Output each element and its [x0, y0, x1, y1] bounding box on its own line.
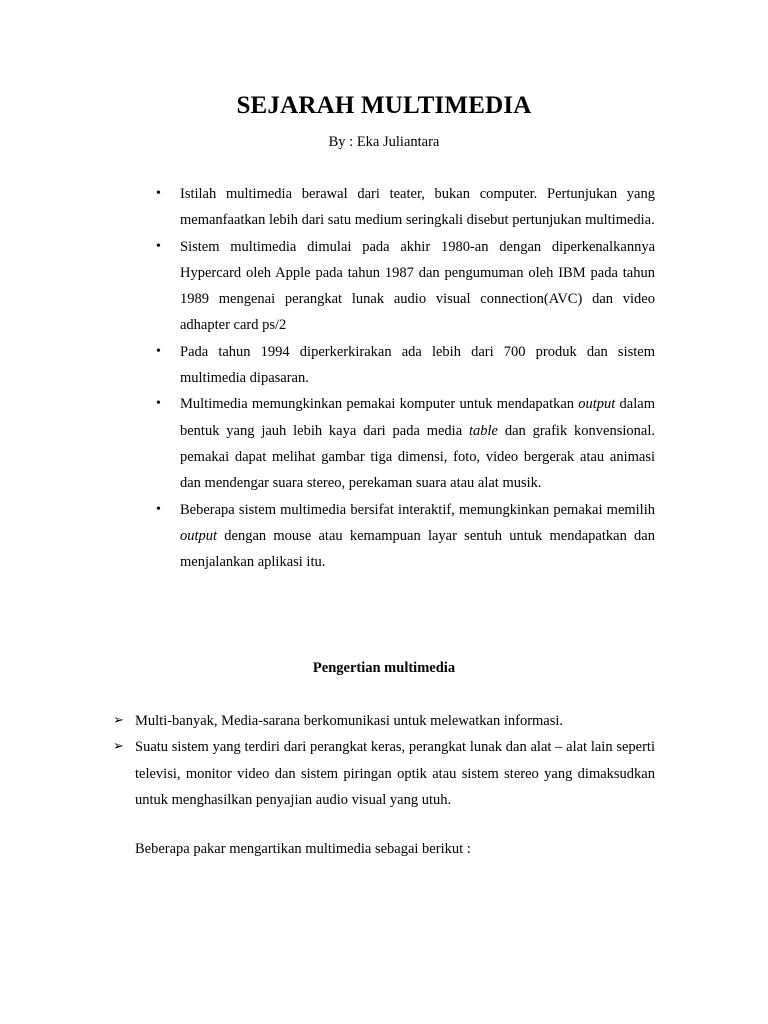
italic-term: table: [468, 422, 498, 439]
text-run: Sistem multimedia dimulai pada akhir 1980-an dengan diperkenalkannya Hypercard oleh Apple pada tahun 1987 dan pengumuman oleh IBM pada tahun 1989 mengenai perangkat lunak audio visual connection(AVC) dan video adhapter card ps/2: [180, 238, 655, 334]
list-item: [156, 181, 655, 234]
list-item: [113, 708, 655, 734]
history-bullet-list: [156, 181, 655, 575]
closing-text: Beberapa pakar mengartikan multimedia sebagai berikut :: [135, 841, 471, 857]
bullet-icon: •: [156, 501, 161, 517]
list-item-text: Multi-banyak, Media-sarana berkomunikasi untuk melewatkan informasi.: [135, 713, 564, 729]
bullet-icon: •: [156, 343, 161, 359]
list-item-text: [180, 234, 655, 339]
list-item-text: [180, 339, 655, 392]
definition-arrow-list: [113, 708, 655, 813]
list-item-text: Suatu sistem yang terdiri dari perangkat keras, perangkat lunak dan alat – alat lain seperti televisi, monitor video dan sistem piringan optik atau sistem stereo yang dimaksudkan untuk menghasilkan penyajian audio visual yang utuh.: [135, 739, 655, 808]
list-item-text: [180, 391, 655, 496]
bullet-icon: •: [156, 186, 161, 201]
list-item-text: [180, 181, 655, 234]
list-item-text: [180, 497, 655, 576]
text-run: Beberapa sistem multimedia bersifat interaktif, memungkinkan pemakai memilih: [180, 501, 655, 518]
bullet-icon: •: [156, 238, 161, 254]
text-run: Pada tahun 1994 diperkerkirakan ada lebih dari 700 produk dan sistem multimedia dipasaran.: [180, 343, 655, 387]
author-byline: By : Eka Juliantara: [328, 134, 440, 150]
italic-term: output: [180, 527, 218, 544]
text-run: dalam bentuk yang jauh lebih kaya dari pada media: [180, 396, 655, 439]
section-title: Pengertian multimedia: [312, 660, 456, 676]
list-item: [156, 497, 655, 576]
list-item: [156, 234, 655, 339]
page-title: SEJARAH MULTIMEDIA: [236, 92, 532, 119]
text-run: dan grafik konvensional. pemakai dapat melihat gambar tiga dimensi, foto, video bergerak atau animasi dan mendengar suara stereo, perekaman suara atau alat musik.: [180, 422, 655, 492]
list-item: [156, 391, 655, 496]
text-run: Multimedia memungkinkan pemakai komputer untuk mendapatkan: [180, 396, 579, 413]
text-run: dengan mouse atau kemampuan layar sentuh untuk mendapatkan dan menjalankan aplikasi itu.: [180, 527, 655, 571]
list-item: [113, 734, 655, 813]
italic-term: output: [578, 396, 616, 413]
arrow-bullet-icon: ➢: [113, 739, 124, 755]
bullet-icon: •: [156, 396, 161, 412]
arrow-bullet-icon: ➢: [113, 713, 124, 728]
list-item: [156, 339, 655, 392]
text-run: Istilah multimedia berawal dari teater, bukan computer. Pertunjukan yang memanfaatkan lebih dari satu medium seringkali disebut pertunjukan multimedia.: [180, 186, 655, 229]
